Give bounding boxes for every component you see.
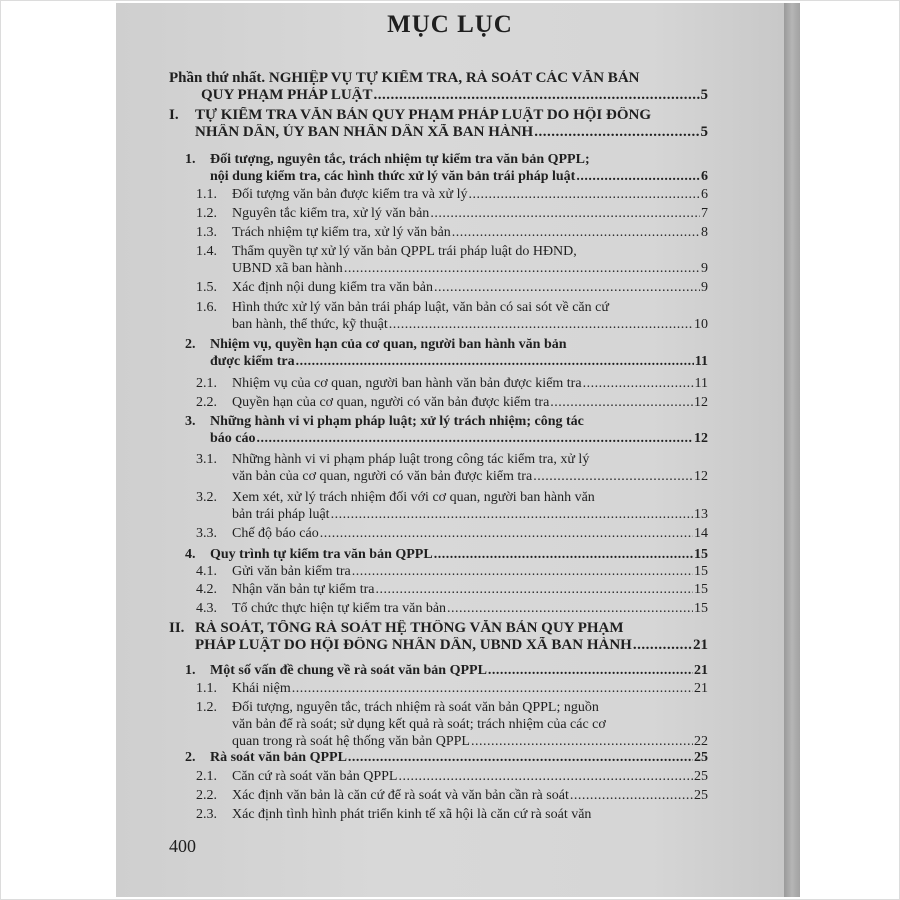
toc-entry-line: Xác định văn bản là căn cứ để rà soát và văn bản cần rà soát (232, 788, 569, 803)
toc-entry (169, 107, 708, 141)
toc-entry (196, 581, 708, 598)
dot-leader (583, 375, 694, 392)
toc-entry (196, 279, 708, 296)
toc-entry-line: Trách nhiệm tự kiểm tra, xử lý văn bản (232, 225, 451, 240)
toc-entry-text (210, 662, 708, 679)
toc-entry-text (210, 151, 708, 185)
toc-entry (169, 70, 708, 104)
toc-entry-page: 11 (694, 354, 708, 369)
toc-entry (196, 563, 708, 580)
toc-entry-number: 2.1. (196, 376, 217, 391)
toc-entry-number: 1.2. (196, 206, 217, 221)
dot-leader (376, 581, 694, 598)
toc-entry-number: 1.6. (196, 300, 217, 315)
toc-entry-number: 1.2. (196, 700, 217, 715)
toc-entry-number: 2.3. (196, 807, 217, 822)
dot-leader (348, 749, 693, 766)
dot-leader (534, 124, 699, 141)
toc-entry-line: Gửi văn bản kiểm tra (232, 564, 351, 579)
toc-entry-line: Chế độ báo cáo (232, 526, 319, 541)
toc-entry-line: Nhiệm vụ của cơ quan, người ban hành văn bản được kiểm tra (232, 376, 582, 391)
toc-entry-line: NHÂN DÂN, ỦY BAN NHÂN DÂN XÃ BAN HÀNH (195, 124, 534, 140)
toc-entry-number: 1.4. (196, 244, 217, 259)
toc-entry-text (232, 489, 708, 523)
toc-entry (185, 413, 708, 447)
toc-entry-text (195, 107, 708, 141)
toc-entry-line: Đối tượng văn bản được kiểm tra và xử lý (232, 187, 468, 202)
toc-entry-page: 13 (694, 507, 708, 522)
toc-entry (196, 224, 708, 241)
toc-entry (185, 662, 708, 679)
toc-entry-line: QUY PHẠM PHÁP LUẬT (201, 87, 373, 103)
toc-entry (196, 489, 708, 523)
toc-entry-number: 4. (185, 547, 196, 562)
toc-entry (196, 787, 708, 804)
toc-entry-line: Thẩm quyền tự xử lý văn bản QPPL trái pháp luật do HĐND, (232, 244, 577, 259)
toc-entry-page: 6 (701, 169, 708, 184)
toc-entry-line: Xác định nội dung kiểm tra văn bản (232, 280, 434, 295)
toc-entry-line: Đối tượng, nguyên tắc, trách nhiệm rà soát văn bản QPPL; nguồn (232, 700, 599, 715)
toc-entry-number: 2.2. (196, 395, 217, 410)
toc-entry-page: 25 (694, 750, 708, 765)
toc-entry-text (232, 299, 708, 333)
toc-entry-text (232, 375, 708, 392)
dot-leader (471, 733, 693, 750)
toc-entry-number: 4.1. (196, 564, 217, 579)
toc-entry-line: ban hành, thể thức, kỹ thuật (232, 317, 388, 332)
toc-entry-text (232, 186, 708, 203)
toc-entry-text (232, 806, 708, 823)
toc-entry-page: 15 (694, 601, 708, 616)
toc-entry-text (232, 680, 708, 697)
toc-entry-line: Quyền hạn của cơ quan, người có văn bản được kiểm tra (232, 395, 550, 410)
dot-leader (331, 506, 693, 523)
toc-entry-number: 2. (185, 750, 196, 765)
toc-entry-text (232, 699, 708, 750)
toc-entry-line: quan trong rà soát hệ thống văn bản QPPL (232, 734, 470, 749)
toc-entry-text (232, 563, 708, 580)
dot-leader (389, 316, 693, 333)
toc-entry-number: 3. (185, 414, 196, 429)
dot-leader (633, 637, 692, 654)
dot-leader (468, 186, 700, 203)
toc-entry-page: 15 (694, 564, 708, 579)
toc-entry-page: 5 (700, 124, 708, 140)
toc-entry-page: 14 (694, 526, 708, 541)
toc-entry-text (232, 451, 708, 485)
toc-entry-page: 7 (701, 206, 708, 221)
toc-entry-line: Những hành vi vi phạm pháp luật; xử lý trách nhiệm; công tác (210, 414, 584, 429)
toc-entry-text (232, 525, 708, 542)
dot-leader (434, 546, 693, 563)
toc-entry-text (210, 336, 708, 370)
toc-entry-page: 10 (694, 317, 708, 332)
dot-leader (488, 662, 693, 679)
toc-entry-line: Tổ chức thực hiện tự kiểm tra văn bản (232, 601, 447, 616)
toc-entry-number: 1.3. (196, 225, 217, 240)
dot-leader (447, 600, 693, 617)
page-title: MỤC LỤC (387, 11, 513, 38)
toc-entry-number: 4.3. (196, 601, 217, 616)
toc-entry-line: Hình thức xử lý văn bản trái pháp luật, văn bản có sai sót về căn cứ (232, 300, 609, 315)
toc-entry-line: được kiểm tra (210, 354, 295, 369)
toc-entry-line: UBND xã ban hành (232, 261, 343, 276)
toc-entry (185, 546, 708, 563)
toc-entry-number: 2.2. (196, 788, 217, 803)
toc-entry-number: 1. (185, 152, 196, 167)
dot-leader (434, 279, 700, 296)
toc-entry-page: 6 (701, 187, 708, 202)
toc-entry-text (195, 620, 708, 654)
toc-entry-page: 25 (694, 769, 708, 784)
toc-entry-page: 15 (694, 582, 708, 597)
toc-entry (169, 620, 708, 654)
toc-entry-page: 8 (701, 225, 708, 240)
toc-entry-text (232, 768, 708, 785)
toc-entry-page: 22 (694, 734, 708, 749)
toc-entry-text (169, 70, 708, 104)
toc-entry-line: Nhận văn bản tự kiểm tra (232, 582, 375, 597)
dot-leader (257, 430, 694, 447)
toc-entry-page: 12 (694, 431, 708, 446)
toc-entry-number: 2. (185, 337, 196, 352)
toc-entry (196, 600, 708, 617)
toc-entry (185, 151, 708, 185)
toc-entry-number: 3.2. (196, 490, 217, 505)
toc-entry-page: 25 (694, 788, 708, 803)
toc-entry-line: bản trái pháp luật (232, 507, 330, 522)
toc-entry-number: 1.1. (196, 681, 217, 696)
dot-leader (550, 394, 693, 411)
toc-entry-page: 9 (701, 261, 708, 276)
toc-entry (196, 525, 708, 542)
toc-entry-line: báo cáo (210, 431, 256, 446)
toc-entry (196, 699, 708, 750)
toc-entry-page: 5 (700, 87, 708, 103)
toc-entry-line: Phần thứ nhất. NGHIỆP VỤ TỰ KIỂM TRA, RÀ SOÁT CÁC VĂN BẢN (169, 70, 640, 86)
toc-entry-line: Căn cứ rà soát văn bản QPPL (232, 769, 398, 784)
toc-entry-number: 4.2. (196, 582, 217, 597)
dot-leader (430, 205, 700, 222)
toc-entry-page: 11 (694, 376, 708, 391)
toc-entry-page: 15 (694, 547, 708, 562)
book-page (116, 3, 784, 897)
toc-entry-text (210, 749, 708, 766)
dot-leader (533, 468, 693, 485)
toc-entry-text (232, 394, 708, 411)
toc-entry-line: Xác định tình hình phát triển kinh tế xã hội là căn cứ rà soát văn (232, 807, 592, 822)
toc-entry-text (232, 224, 708, 241)
toc-entry-number: II. (169, 620, 185, 636)
dot-leader (374, 87, 700, 104)
toc-entry-line: văn bản để rà soát; sử dụng kết quả rà soát; trách nhiệm của các cơ (232, 717, 606, 732)
dot-leader (320, 525, 693, 542)
toc-entry (185, 749, 708, 766)
dot-leader (398, 768, 693, 785)
toc-entry-line: Quy trình tự kiểm tra văn bản QPPL (210, 547, 433, 562)
dot-leader (576, 168, 700, 185)
toc-entry-text (210, 546, 708, 563)
toc-entry-page: 21 (694, 681, 708, 696)
toc-entry-line: văn bản của cơ quan, người có văn bản được kiểm tra (232, 469, 533, 484)
toc-entry-line: Những hành vi vi phạm pháp luật trong công tác kiểm tra, xử lý (232, 452, 590, 467)
toc-entry-line: Một số vấn đề chung về rà soát văn bản QPPL (210, 663, 487, 678)
toc-entry-page: 21 (694, 663, 708, 678)
toc-entry-number: 3.1. (196, 452, 217, 467)
toc-entry-number: 2.1. (196, 769, 217, 784)
toc-entry-line: Rà soát văn bản QPPL (210, 750, 347, 765)
toc-entry-line: TỰ KIỂM TRA VĂN BẢN QUY PHẠM PHÁP LUẬT DO HỘI ĐỒNG (195, 107, 651, 123)
toc-entry (196, 243, 708, 277)
toc-entry-line: Đối tượng, nguyên tắc, trách nhiệm tự kiểm tra văn bản QPPL; (210, 152, 590, 167)
toc-entry-text (210, 413, 708, 447)
toc-entry (196, 299, 708, 333)
toc-entry-text (232, 279, 708, 296)
toc-entry-number: 1. (185, 663, 196, 678)
toc-entry-line: Khái niệm (232, 681, 291, 696)
toc-entry-line: RÀ SOÁT, TỔNG RÀ SOÁT HỆ THỐNG VĂN BẢN QUY PHẠM (195, 620, 624, 636)
toc-entry-text (232, 600, 708, 617)
toc-entry (196, 806, 708, 823)
toc-entry-text (232, 787, 708, 804)
toc-entry (196, 451, 708, 485)
dot-leader (296, 353, 694, 370)
toc-entry-page: 12 (694, 395, 708, 410)
page-number: 400 (169, 836, 196, 856)
toc-entry (185, 336, 708, 370)
toc-entry-page: 21 (693, 637, 708, 653)
toc-entry-number: I. (169, 107, 179, 123)
toc-entry (196, 375, 708, 392)
toc-entry (196, 205, 708, 222)
toc-entry-page: 12 (694, 469, 708, 484)
dot-leader (452, 224, 700, 241)
dot-leader (352, 563, 693, 580)
dot-leader (292, 680, 693, 697)
toc-entry-line: Xem xét, xử lý trách nhiệm đối với cơ quan, người ban hành văn (232, 490, 595, 505)
dot-leader (344, 260, 700, 277)
toc-entry (196, 186, 708, 203)
toc-entry-line: Nguyên tắc kiểm tra, xử lý văn bản (232, 206, 430, 221)
toc-entry-number: 1.1. (196, 187, 217, 202)
toc-entry-number: 1.5. (196, 280, 217, 295)
toc-entry-text (232, 243, 708, 277)
toc-entry-line: nội dung kiểm tra, các hình thức xử lý văn bản trái pháp luật (210, 169, 576, 184)
toc-entry-page: 9 (701, 280, 708, 295)
toc-entry (196, 680, 708, 697)
toc-entry-number: 3.3. (196, 526, 217, 541)
toc-entry (196, 394, 708, 411)
dot-leader (570, 787, 693, 804)
book-gutter-shadow (784, 3, 800, 897)
toc-entry-line: PHÁP LUẬT DO HỘI ĐỒNG NHÂN DÂN, UBND XÃ BAN HÀNH (195, 637, 632, 653)
toc-entry-text (232, 205, 708, 222)
toc-entry-text (232, 581, 708, 598)
toc-entry (196, 768, 708, 785)
toc-entry-line: Nhiệm vụ, quyền hạn của cơ quan, người ban hành văn bản (210, 337, 567, 352)
